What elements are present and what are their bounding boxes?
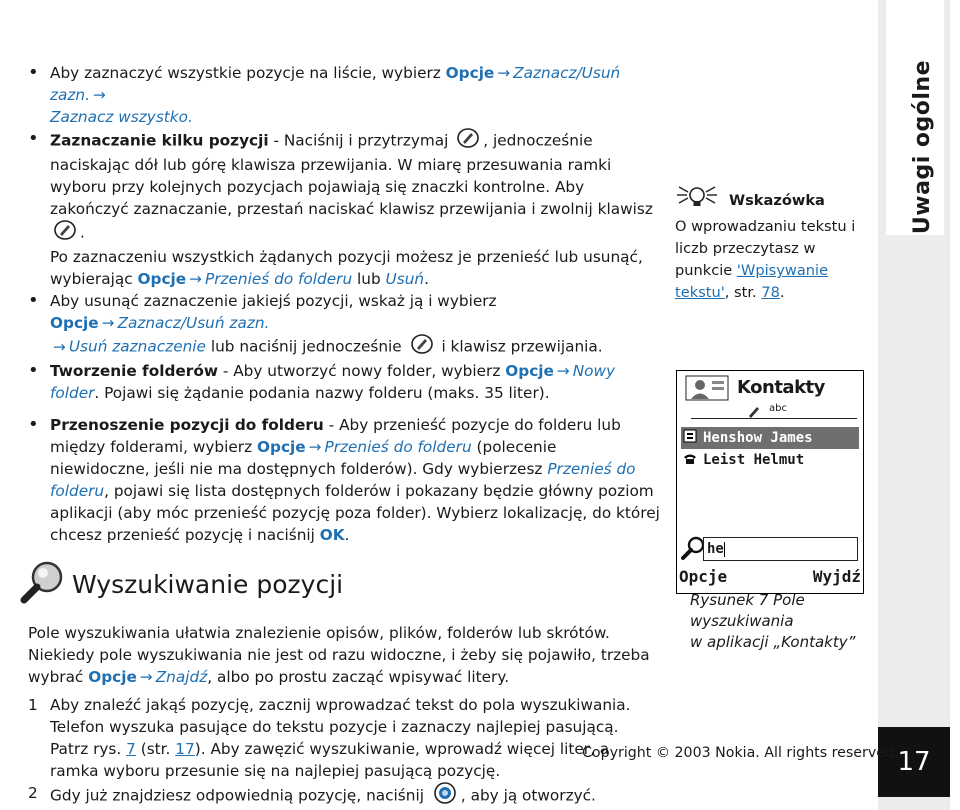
section-title: Wyszukiwanie pozycji xyxy=(72,570,344,599)
menu-path: Usuń xyxy=(385,270,425,288)
menu-keyword: OK xyxy=(319,526,345,544)
text: , pojawi się lista dostępnych folderów i pokazany będzie główny poziom aplikacji (aby móc przenieść pozycję poza folder). Wybierz lokalizację, do której chcesz przenieść pozycję i naciśnij xyxy=(50,482,660,544)
arrow-icon: → xyxy=(308,438,322,456)
text: - Aby utworzyć nowy folder, wybierz xyxy=(217,362,506,380)
search-text: he xyxy=(707,541,724,557)
page-number: 17 xyxy=(878,727,950,797)
menu-keyword: Opcje xyxy=(445,64,495,82)
text: . xyxy=(779,284,785,301)
bullet-heading: Zaznaczanie kilku pozycji xyxy=(50,131,269,150)
menu-path: Przenieś do folderu xyxy=(50,460,636,500)
text: ). Aby zawęzić wyszukiwanie, wprowadź więcej liter, a ramka wyboru przesunie się na najlepiej pasującą pozycję. xyxy=(50,740,610,780)
menu-path: Zaznacz wszystko. xyxy=(50,108,193,126)
text: , aby ją otworzyć. xyxy=(460,786,596,805)
bullet-move-to-folder xyxy=(28,414,660,546)
text: . xyxy=(344,526,350,544)
bullet-heading: Przenoszenie pozycji do folderu xyxy=(50,416,324,434)
contact-row[interactable] xyxy=(681,449,859,471)
page-link[interactable]: 17 xyxy=(175,740,195,758)
text: Aby zaznaczyć wszystkie pozycje na liście, wybierz xyxy=(50,64,446,82)
menu-path: Nowy folder xyxy=(50,362,616,402)
joystick-key-icon xyxy=(433,782,457,810)
bullet-deselect xyxy=(28,290,660,360)
contact-card-icon xyxy=(683,429,697,447)
figure-link[interactable]: 7 xyxy=(126,740,136,758)
magnifier-icon xyxy=(20,560,66,610)
text: , albo po prostu zacząć wpisywać litery. xyxy=(207,668,510,686)
status-bar xyxy=(691,403,857,419)
menu-keyword: Opcje xyxy=(50,314,99,332)
step-2 xyxy=(28,782,660,810)
tip-link[interactable]: 'Wpisywanie tekstu' xyxy=(675,262,829,301)
bullet-select-multiple xyxy=(28,128,660,290)
phone-screenshot xyxy=(676,370,864,594)
bullet-create-folder xyxy=(28,360,660,404)
page-link[interactable]: 78 xyxy=(761,284,780,301)
arrow-icon: → xyxy=(139,668,153,686)
menu-keyword: Opcje xyxy=(505,362,554,380)
text: Aby usunąć zaznaczenie jakiejś pozycji, wskaż ją i wybierz xyxy=(50,292,497,310)
menu-keyword: Opcje xyxy=(257,438,306,456)
text: . xyxy=(80,223,85,242)
chapter-tab xyxy=(886,0,944,235)
menu-path: Znajdź xyxy=(155,668,208,686)
menu-keyword: Opcje xyxy=(88,668,137,686)
arrow-icon: → xyxy=(497,64,511,82)
caption-line: w aplikacji „Kontakty” xyxy=(690,633,856,651)
text: Pole wyszukiwania ułatwia znalezienie opisów, plików, folderów lub skrótów. Niekiedy pole wyszukiwania nie jest od razu widoczne, i żeby się pojawiło, trzeba wybrać xyxy=(28,624,650,686)
edit-key-icon xyxy=(411,334,433,360)
text: - Aby przenieść pozycje do folderu lub między folderami, wybierz xyxy=(50,416,621,456)
tip-text xyxy=(675,216,870,304)
text: . Pojawi się żądanie podania nazwy folderu (maks. 35 liter). xyxy=(94,384,550,402)
text: Po zaznaczeniu wszystkich żądanych pozycji możesz je przenieść lub usunąć, wybierając xyxy=(50,248,643,288)
contacts-app-icon xyxy=(685,375,729,405)
text: O wprowadzaniu tekstu i liczb przeczytasz w punkcie xyxy=(675,218,856,279)
figure-caption xyxy=(690,590,855,653)
arrow-icon: → xyxy=(93,86,106,104)
arrow-icon: → xyxy=(556,362,570,380)
caption-line: Rysunek 7 Pole xyxy=(690,591,805,609)
menu-path: Przenieś do folderu xyxy=(324,438,472,456)
phone-icon xyxy=(683,452,697,468)
edit-key-icon xyxy=(457,128,479,154)
menu-path: Zaznacz/Usuń zazn. xyxy=(50,64,621,104)
input-mode-indicator: abc xyxy=(769,403,787,414)
left-softkey[interactable]: Opcje xyxy=(679,567,728,586)
text: , str. xyxy=(724,284,762,301)
app-title: Kontakty xyxy=(737,377,825,398)
text-cursor xyxy=(724,542,725,557)
menu-path: Zaznacz/Usuń zazn. xyxy=(117,314,270,332)
step-1 xyxy=(28,694,660,782)
arrow-icon: → xyxy=(101,314,115,332)
menu-keyword: Opcje xyxy=(137,270,187,288)
menu-path: Usuń zaznaczenie xyxy=(68,337,206,356)
tip-box xyxy=(675,185,870,304)
text: - Naciśnij i przytrzymaj xyxy=(268,131,454,150)
arrow-icon: → xyxy=(53,337,66,356)
text: (str. xyxy=(135,740,176,758)
contact-name: Leist Helmut xyxy=(703,452,805,468)
bullet-select-all xyxy=(28,62,660,128)
arrow-icon: → xyxy=(189,270,202,288)
tip-header xyxy=(675,185,870,216)
contact-row-selected[interactable] xyxy=(681,427,859,449)
contact-name: Henshow James xyxy=(703,430,813,446)
section-heading xyxy=(20,560,660,610)
tip-title: Wskazówka xyxy=(729,191,825,209)
edit-mode-icon xyxy=(747,403,761,422)
search-field[interactable] xyxy=(681,537,859,561)
text: (polecenie niewidoczne, jeśli nie ma dostępnych folderów). Gdy wybierzesz xyxy=(50,438,557,478)
caption-line: wyszukiwania xyxy=(690,612,794,630)
text: Gdy już znajdziesz odpowiednią pozycję, naciśnij xyxy=(50,786,429,805)
lightbulb-icon xyxy=(675,185,719,216)
edit-key-icon xyxy=(54,220,76,246)
right-softkey[interactable]: Wyjdź xyxy=(812,567,861,586)
text: i klawisz przewijania. xyxy=(436,337,603,356)
menu-path: Przenieś do folderu xyxy=(204,270,353,288)
text: . xyxy=(424,270,429,288)
copyright-footer: Copyright © 2003 Nokia. All rights reserved. xyxy=(582,745,899,761)
step-number: 2 xyxy=(28,784,38,802)
main-text xyxy=(28,62,660,810)
text: Aby znaleźć jakąś pozycję, zacznij wprowadzać tekst do pola wyszukiwania. Telefon wyszuka pasujące do tekstu pozycje i zaznaczy najlepiej pasującą. Patrz rys. xyxy=(50,696,631,758)
step-number: 1 xyxy=(28,696,38,714)
text: , jednocześnie naciskając dół lub górę klawisza przewijania. W miarę przesuwania ramki wyboru przy kolejnych pozycjach pojawiają się znaczki kontrolne. Aby zakończyć zaznaczanie, przestań naciskać klawisz przewijania i zwolnij klawisz xyxy=(50,131,653,218)
chapter-title: Uwagi ogólne xyxy=(910,60,935,235)
text: lub xyxy=(352,270,386,288)
bullet-heading: Tworzenie folderów xyxy=(50,362,218,380)
search-intro-paragraph xyxy=(28,622,660,688)
text: lub naciśnij jednocześnie xyxy=(205,337,407,356)
search-input[interactable] xyxy=(703,537,858,561)
chapter-sidebar xyxy=(878,0,950,810)
